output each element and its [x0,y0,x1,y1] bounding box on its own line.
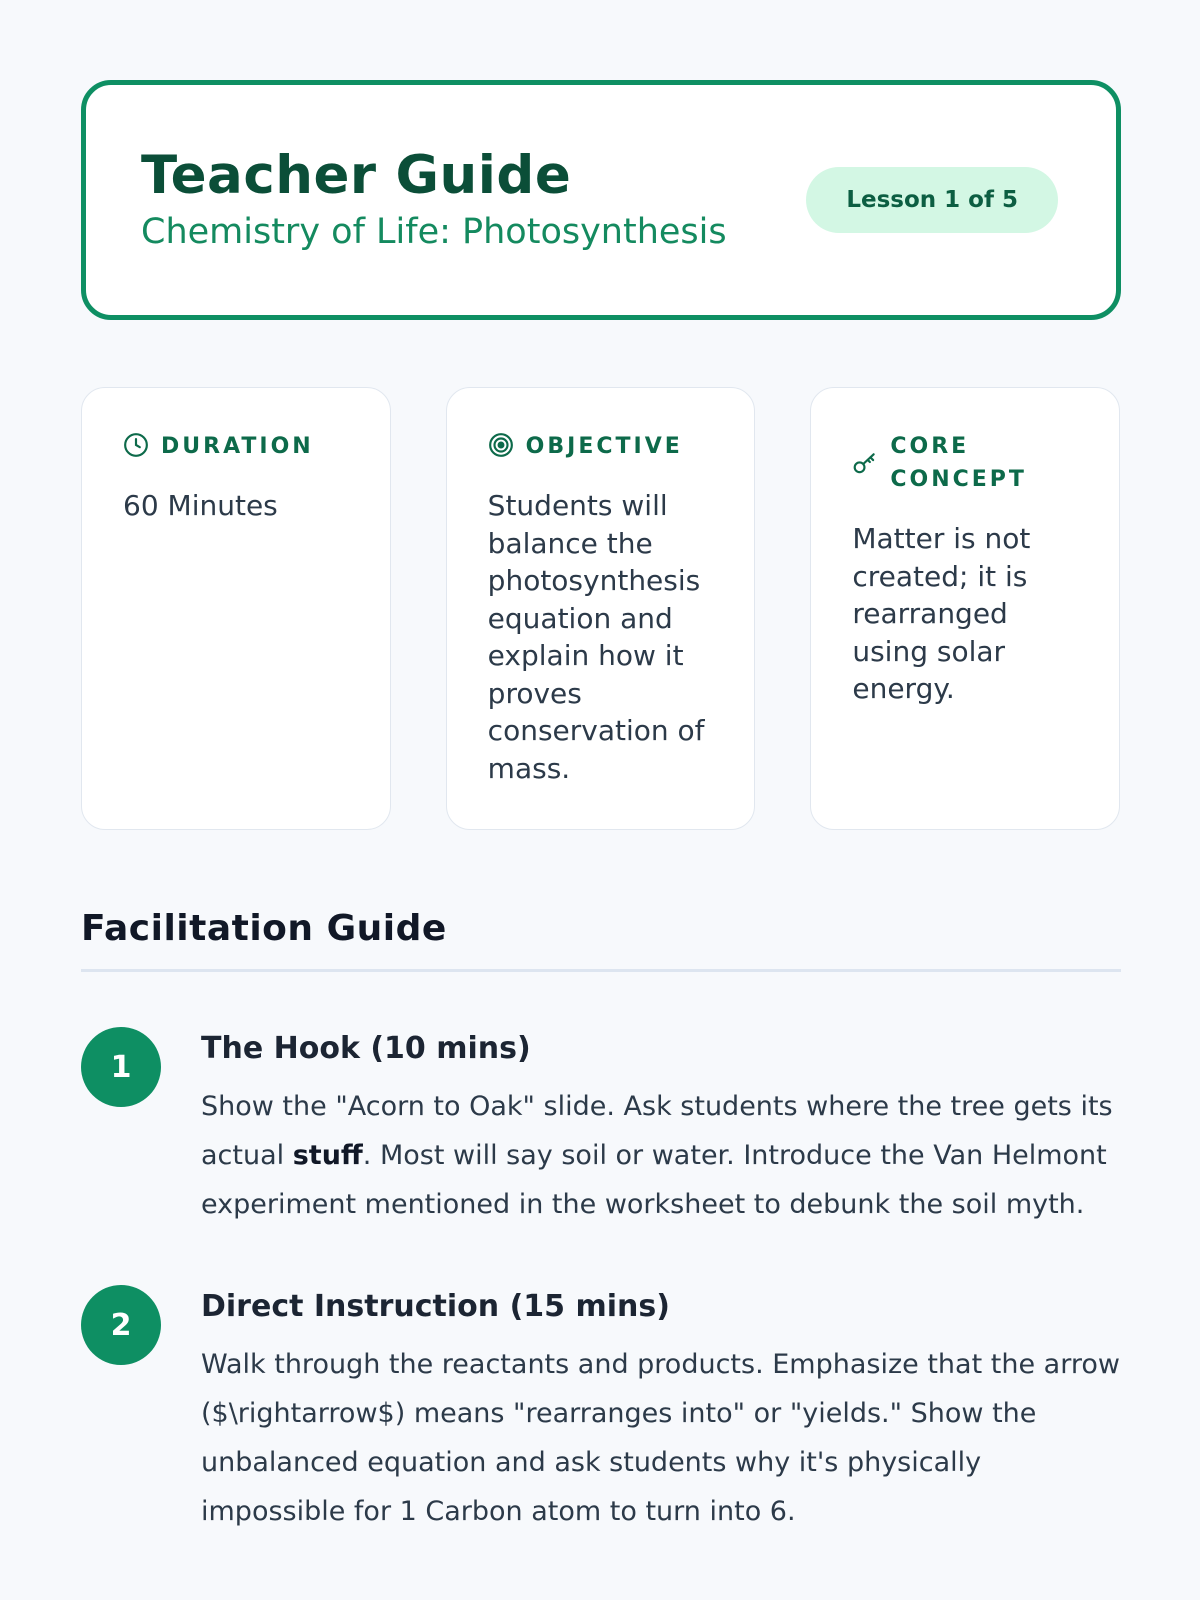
step-item [81,1285,1121,1536]
key-icon [852,450,878,476]
page-title: Teacher Guide [141,144,572,206]
step-content [201,1027,1121,1229]
info-cards [81,387,1120,830]
steps-list [81,1027,1121,1536]
header-card [81,80,1121,320]
clock-icon [123,432,149,458]
card-header [123,430,360,463]
step-content [201,1285,1121,1536]
duration-card [81,387,391,830]
section-title: Facilitation Guide [81,908,1121,972]
step-number: 1 [81,1027,161,1107]
step-body-text: Show the "Acorn to Oak" slide. Ask students where the tree gets its actual [201,1091,1113,1171]
step-item [81,1027,1121,1229]
step-title: Direct Instruction (15 mins) [201,1289,670,1324]
step-number: 2 [81,1285,161,1365]
step-body: Walk through the reactants and products. Emphasize that the arrow ($\rightarrow$) means "rearranges into" or "yields." Show the unbalanced equation and ask students why it's physically impossible for 1 Carbon atom to turn into 6. [201,1349,1120,1527]
card-body: 60 Minutes [123,489,278,522]
lesson-badge: Lesson 1 of 5 [806,167,1058,233]
card-header [488,430,725,463]
step-body-emphasis: stuff [292,1140,363,1171]
step-title: The Hook (10 mins) [201,1031,531,1066]
card-body: Matter is not created; it is rearranged using solar energy. [852,522,1031,705]
step-body [201,1082,1121,1229]
page-subtitle: Chemistry of Life: Photosynthesis [141,212,727,253]
core-concept-card [810,387,1120,830]
card-label: DURATION [161,434,314,459]
header-text [141,144,727,253]
objective-card [446,387,756,830]
card-body: Students will balance the photosynthesis equation and explain how it proves conservation of mass. [487,489,705,785]
card-label: OBJECTIVE [525,434,683,459]
card-header [852,430,1089,496]
card-label: CORE CONCEPT [890,434,1027,492]
target-icon [488,432,514,458]
step-body-text: . Most will say soil or water. Introduce the Van Helmont experiment mentioned in the worksheet to debunk the soil myth. [201,1140,1107,1220]
